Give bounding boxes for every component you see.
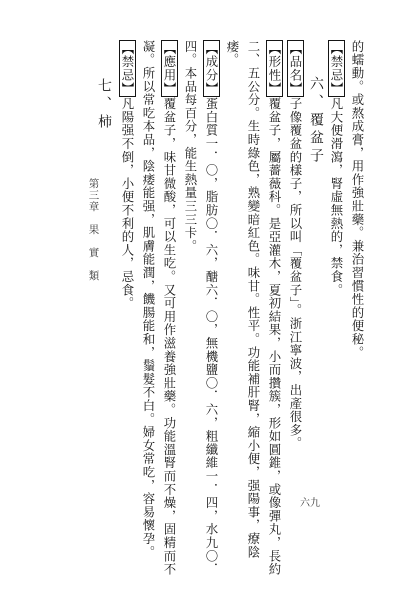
page-number: 六九 (300, 498, 320, 509)
section-tag: 【品名】 (288, 42, 303, 96)
column-text: 蛋白質一．〇，脂肪〇．六，醣六．〇，無機鹽〇．六，粗纖維一．四，水九〇． (204, 97, 219, 577)
column-text: 痿。 (225, 40, 240, 67)
section-tag: 【禁忌】 (120, 42, 135, 96)
text-column-7 (226, 40, 238, 67)
text-column-9 (184, 40, 196, 253)
text-column-4 (289, 40, 301, 450)
section-tag: 【成分】 (204, 42, 219, 96)
section-tag: 【應用】 (162, 42, 177, 96)
column-text: 凡陽强不倒，小便不利的人，忌食。 (120, 97, 135, 311)
running-header: 第三章 果 實 類 (87, 178, 100, 282)
column-text: 二、五公分。生時綠色，熟變暗紅色。味甘。性平。功能補肝腎，縮小便，强陽事，療陰 (246, 40, 261, 559)
text-column-11 (142, 40, 154, 559)
section-tag: 【形性】 (267, 42, 282, 96)
text-column-5 (268, 40, 280, 576)
column-text: 的蠕動。或熬成膏，用作強壯藥。兼治習慣性的便秘。 (350, 40, 365, 360)
text-column-12 (121, 40, 133, 310)
column-text: 凡大便滑瀉，腎虛無熱的，禁食。 (329, 97, 344, 297)
text-column-2 (330, 40, 342, 297)
heading-text: 七、柿 (96, 78, 112, 132)
column-text: 子像覆盆的樣子，所以叫「覆盆子」。浙江寧波，出產很多。 (288, 97, 303, 451)
column-text: 覆盆子，味甘微酸，可以生吃。又可用作滋養強壯藥。功能溫腎而不燥，固精而不 (162, 97, 177, 577)
section-heading-6 (309, 76, 323, 166)
text-column-6 (247, 40, 259, 559)
column-text: 四。本品每百分，能生熱量三三卡。 (183, 40, 198, 253)
text-column-1 (351, 40, 363, 359)
section-heading-7 (97, 78, 111, 132)
text-column-10 (163, 40, 175, 576)
section-tag: 【禁忌】 (329, 42, 344, 96)
heading-text: 六、覆盆子 (308, 76, 324, 166)
text-column-8 (205, 40, 217, 576)
column-text: 凝。所以常吃本品，陰痿能强，肌膚能潤，饑腸能和，鬚髮不白。婦女常吃，容易懷孕。 (141, 40, 156, 559)
column-text: 覆盆子，屬薔薇科。是亞灌木，夏初結果，小而攢簇，形如圓錐，或像彈丸，長約 (267, 97, 282, 577)
